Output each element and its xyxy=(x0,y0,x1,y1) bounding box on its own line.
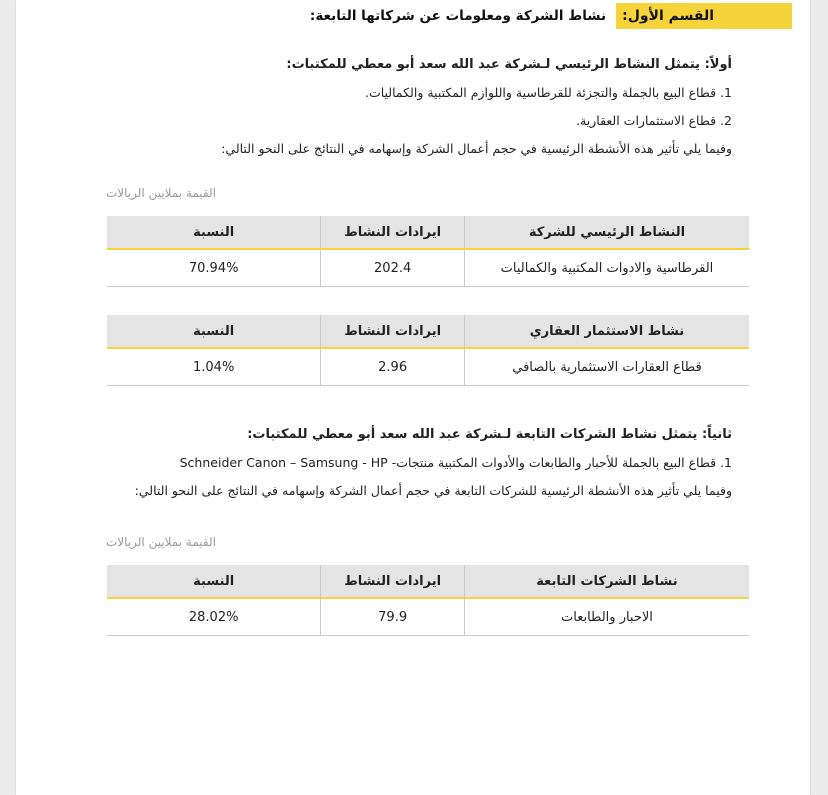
column-header: نشاط الاستثمار العقاري xyxy=(464,315,749,348)
table-cell: قطاع العقارات الاستثمارية بالصافي xyxy=(464,348,749,386)
table-cell: 70.94% xyxy=(107,249,321,287)
real-estate-table xyxy=(107,315,749,386)
table-header-row xyxy=(107,565,749,598)
column-header: ايرادات النشاط xyxy=(321,565,465,598)
section-title: نشاط الشركة ومعلومات عن شركاتها التابعة: xyxy=(309,8,607,24)
part1-line-1: 1. قطاع البيع بالجملة والتجزئة للقرطاسية واللوازم المكتبية والكماليات. xyxy=(364,85,732,100)
column-header: نشاط الشركات التابعة xyxy=(464,565,749,598)
part2-line-1: 1. قطاع البيع بالجملة للأحبار والطابعات والأدوات المكتبية منتجات- Schneider Canon – Samsung - HP xyxy=(179,455,732,470)
document-page xyxy=(16,0,810,795)
column-header: ايرادات النشاط xyxy=(321,216,465,249)
part2-line-2: وفيما يلي تأثير هذه الأنشطة الرئيسية للشركات التابعة في حجم أعمال الشركة وإسهامه في النتائج على النحو التالي: xyxy=(134,483,732,498)
table-header-row xyxy=(107,216,749,249)
column-header: النشاط الرئيسي للشركة xyxy=(464,216,749,249)
column-header: النسبة xyxy=(107,565,321,598)
table-header-row xyxy=(107,315,749,348)
column-header: النسبة xyxy=(107,216,321,249)
table-row xyxy=(107,249,749,287)
table-row xyxy=(107,348,749,386)
table-cell: 202.4 xyxy=(321,249,465,287)
currency-note: القيمة بملايين الريالات xyxy=(106,186,216,200)
table-cell: 28.02% xyxy=(107,598,321,636)
part2-heading: ثانياً: يتمثل نشاط الشركات التابعة لـشركة عبد الله سعد أبو معطي للمكتبات: xyxy=(247,427,732,442)
currency-note-2: القيمة بملايين الريالات xyxy=(106,535,216,549)
column-header: ايرادات النشاط xyxy=(321,315,465,348)
column-header: النسبة xyxy=(107,315,321,348)
part1-heading: أولاً: يتمثل النشاط الرئيسي لـشركة عبد الله سعد أبو معطي للمكتبات: xyxy=(286,57,732,72)
section-label: القسم الأول: xyxy=(616,3,792,29)
main-activity-table xyxy=(107,216,749,287)
part1-line-3: وفيما يلي تأثير هذه الأنشطة الرئيسية في حجم أعمال الشركة وإسهامه في النتائج على النحو التالي: xyxy=(221,141,732,156)
part1-line-2: 2. قطاع الاستثمارات العقارية. xyxy=(576,113,732,128)
table-cell: 1.04% xyxy=(107,348,321,386)
table-cell: الاحبار والطابعات xyxy=(464,598,749,636)
table-cell: القرطاسية والادوات المكتبية والكماليات xyxy=(464,249,749,287)
subsidiaries-table xyxy=(107,565,749,636)
part2-block xyxy=(135,425,732,509)
section-header xyxy=(310,3,792,29)
table-cell: 2.96 xyxy=(321,348,465,386)
table-row xyxy=(107,598,749,636)
part1-block xyxy=(221,55,732,167)
table-cell: 79.9 xyxy=(321,598,465,636)
